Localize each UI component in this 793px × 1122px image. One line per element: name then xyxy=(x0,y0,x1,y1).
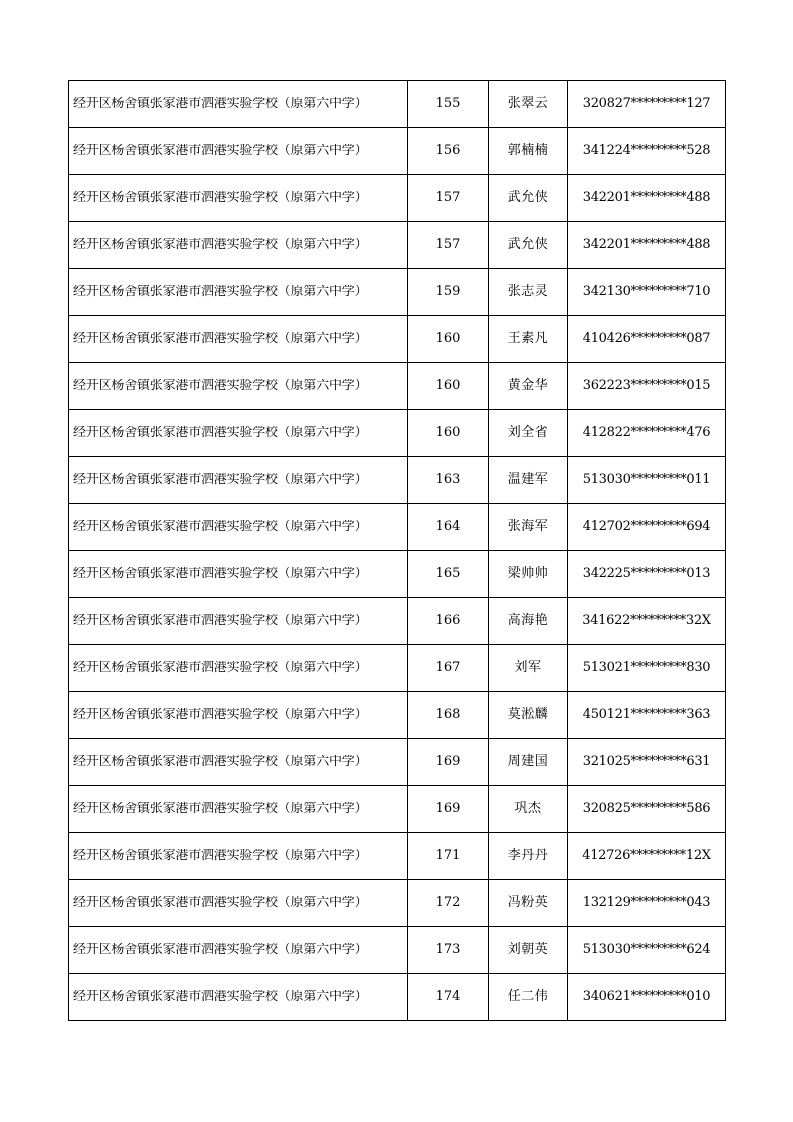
school-text: 经开区杨舍镇张家港市泗港实验学校（原第六中学） xyxy=(73,801,368,816)
cell-id: 412822*********476 xyxy=(568,410,726,457)
cell-name: 高海艳 xyxy=(489,598,568,645)
cell-name: 张志灵 xyxy=(489,269,568,316)
table-row xyxy=(69,833,726,880)
table-row xyxy=(69,269,726,316)
table-row xyxy=(69,974,726,1021)
cell-name: 莫淞麟 xyxy=(489,692,568,739)
school-text: 经开区杨舍镇张家港市泗港实验学校（原第六中学） xyxy=(73,566,368,581)
school-text: 经开区杨舍镇张家港市泗港实验学校（原第六中学） xyxy=(73,331,368,346)
cell-school xyxy=(69,457,408,504)
cell-school xyxy=(69,175,408,222)
school-text: 经开区杨舍镇张家港市泗港实验学校（原第六中学） xyxy=(73,519,368,534)
school-text: 经开区杨舍镇张家港市泗港实验学校（原第六中学） xyxy=(73,613,368,628)
cell-school xyxy=(69,786,408,833)
cell-name: 任二伟 xyxy=(489,974,568,1021)
table-body xyxy=(69,81,726,1021)
cell-school xyxy=(69,880,408,927)
cell-id: 513030*********011 xyxy=(568,457,726,504)
cell-school xyxy=(69,598,408,645)
cell-number: 173 xyxy=(408,927,489,974)
table-row xyxy=(69,457,726,504)
cell-id: 342225*********013 xyxy=(568,551,726,598)
cell-number: 172 xyxy=(408,880,489,927)
cell-number: 157 xyxy=(408,175,489,222)
cell-id: 362223*********015 xyxy=(568,363,726,410)
cell-id: 132129*********043 xyxy=(568,880,726,927)
cell-school xyxy=(69,504,408,551)
cell-number: 164 xyxy=(408,504,489,551)
cell-number: 165 xyxy=(408,551,489,598)
cell-number: 163 xyxy=(408,457,489,504)
school-text: 经开区杨舍镇张家港市泗港实验学校（原第六中学） xyxy=(73,660,368,675)
school-text: 经开区杨舍镇张家港市泗港实验学校（原第六中学） xyxy=(73,707,368,722)
table-row xyxy=(69,692,726,739)
school-text: 经开区杨舍镇张家港市泗港实验学校（原第六中学） xyxy=(73,284,368,299)
cell-number: 156 xyxy=(408,128,489,175)
table-row xyxy=(69,927,726,974)
table-row xyxy=(69,786,726,833)
school-text: 经开区杨舍镇张家港市泗港实验学校（原第六中学） xyxy=(73,472,368,487)
cell-number: 157 xyxy=(408,222,489,269)
cell-school xyxy=(69,551,408,598)
cell-school xyxy=(69,833,408,880)
cell-school xyxy=(69,316,408,363)
cell-name: 郭楠楠 xyxy=(489,128,568,175)
cell-number: 160 xyxy=(408,410,489,457)
cell-id: 450121*********363 xyxy=(568,692,726,739)
cell-name: 温建军 xyxy=(489,457,568,504)
cell-name: 梁帅帅 xyxy=(489,551,568,598)
cell-id: 340621*********010 xyxy=(568,974,726,1021)
table-row xyxy=(69,222,726,269)
cell-name: 刘朝英 xyxy=(489,927,568,974)
cell-school xyxy=(69,645,408,692)
cell-name: 张翠云 xyxy=(489,81,568,128)
cell-name: 冯粉英 xyxy=(489,880,568,927)
cell-id: 412726*********12X xyxy=(568,833,726,880)
school-text: 经开区杨舍镇张家港市泗港实验学校（原第六中学） xyxy=(73,754,368,769)
cell-id: 513021*********830 xyxy=(568,645,726,692)
cell-name: 周建国 xyxy=(489,739,568,786)
cell-school xyxy=(69,410,408,457)
cell-number: 171 xyxy=(408,833,489,880)
cell-school xyxy=(69,222,408,269)
cell-id: 320827*********127 xyxy=(568,81,726,128)
cell-id: 342130*********710 xyxy=(568,269,726,316)
table-row xyxy=(69,316,726,363)
cell-school xyxy=(69,363,408,410)
cell-school xyxy=(69,269,408,316)
cell-id: 341224*********528 xyxy=(568,128,726,175)
table-row xyxy=(69,645,726,692)
table-row xyxy=(69,175,726,222)
cell-name: 王素凡 xyxy=(489,316,568,363)
roster-table xyxy=(68,80,726,1021)
cell-name: 刘全省 xyxy=(489,410,568,457)
cell-number: 167 xyxy=(408,645,489,692)
cell-id: 321025*********631 xyxy=(568,739,726,786)
table-row xyxy=(69,363,726,410)
table-row xyxy=(69,128,726,175)
cell-school xyxy=(69,974,408,1021)
school-text: 经开区杨舍镇张家港市泗港实验学校（原第六中学） xyxy=(73,143,368,158)
table-row xyxy=(69,410,726,457)
table-row xyxy=(69,551,726,598)
cell-id: 320825*********586 xyxy=(568,786,726,833)
school-text: 经开区杨舍镇张家港市泗港实验学校（原第六中学） xyxy=(73,942,368,957)
school-text: 经开区杨舍镇张家港市泗港实验学校（原第六中学） xyxy=(73,989,368,1004)
school-text: 经开区杨舍镇张家港市泗港实验学校（原第六中学） xyxy=(73,237,368,252)
cell-number: 169 xyxy=(408,786,489,833)
school-text: 经开区杨舍镇张家港市泗港实验学校（原第六中学） xyxy=(73,848,368,863)
school-text: 经开区杨舍镇张家港市泗港实验学校（原第六中学） xyxy=(73,96,368,111)
table-row xyxy=(69,81,726,128)
cell-number: 169 xyxy=(408,739,489,786)
school-text: 经开区杨舍镇张家港市泗港实验学校（原第六中学） xyxy=(73,425,368,440)
cell-number: 159 xyxy=(408,269,489,316)
school-text: 经开区杨舍镇张家港市泗港实验学校（原第六中学） xyxy=(73,895,368,910)
cell-school xyxy=(69,739,408,786)
school-text: 经开区杨舍镇张家港市泗港实验学校（原第六中学） xyxy=(73,190,368,205)
table-row xyxy=(69,504,726,551)
cell-school xyxy=(69,81,408,128)
cell-number: 166 xyxy=(408,598,489,645)
cell-number: 168 xyxy=(408,692,489,739)
cell-name: 黄金华 xyxy=(489,363,568,410)
table-row xyxy=(69,880,726,927)
cell-name: 刘军 xyxy=(489,645,568,692)
school-text: 经开区杨舍镇张家港市泗港实验学校（原第六中学） xyxy=(73,378,368,393)
cell-id: 341622*********32X xyxy=(568,598,726,645)
cell-number: 155 xyxy=(408,81,489,128)
cell-number: 160 xyxy=(408,316,489,363)
cell-name: 李丹丹 xyxy=(489,833,568,880)
cell-number: 160 xyxy=(408,363,489,410)
cell-school xyxy=(69,692,408,739)
cell-name: 武允侠 xyxy=(489,175,568,222)
cell-school xyxy=(69,128,408,175)
cell-id: 412702*********694 xyxy=(568,504,726,551)
table-row xyxy=(69,739,726,786)
cell-id: 342201*********488 xyxy=(568,222,726,269)
cell-id: 410426*********087 xyxy=(568,316,726,363)
cell-name: 巩杰 xyxy=(489,786,568,833)
cell-id: 513030*********624 xyxy=(568,927,726,974)
cell-number: 174 xyxy=(408,974,489,1021)
cell-id: 342201*********488 xyxy=(568,175,726,222)
cell-school xyxy=(69,927,408,974)
cell-name: 武允侠 xyxy=(489,222,568,269)
cell-name: 张海军 xyxy=(489,504,568,551)
table-row xyxy=(69,598,726,645)
